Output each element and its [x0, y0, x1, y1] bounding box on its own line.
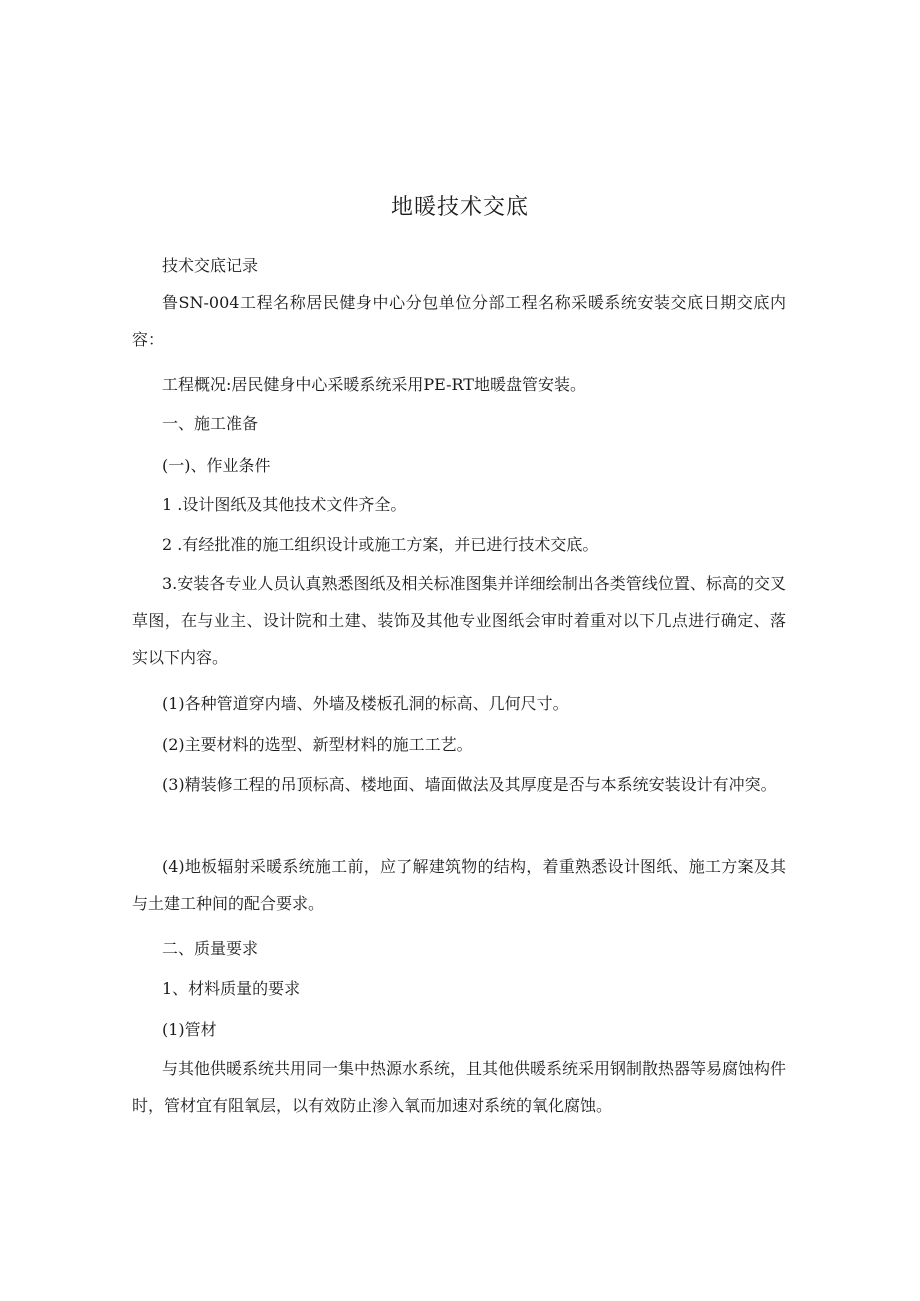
sub-item-3: (3)精装修工程的吊顶标高、楼地面、墙面做法及其厚度是否与本系统安装设计有冲突。: [162, 775, 777, 794]
sub-item-4: (4)地板辐射采暖系统施工前，应了解建筑物的结构，着重熟悉设计图纸、施工方案及其与土建工种间的配合要求。: [132, 857, 786, 913]
section-heading-quality: 二、质量要求: [162, 939, 259, 958]
paragraph-pipe-requirements: 与其他供暖系统共用同一集中热源水系统，且其他供暖系统采用钢制散热器等易腐蚀构件时，管材宜有阻氧层，以有效防止渗入氧而加速对系统的氧化腐蚀。: [132, 1059, 787, 1115]
subsection-heading-conditions: (一)、作业条件: [162, 456, 271, 475]
section-heading-preparation: 一、施工准备: [162, 414, 259, 433]
paragraph-project-info: 鲁SN-004工程名称居民健身中心分包单位分部工程名称采暖系统安装交底日期交底内容：: [132, 293, 786, 349]
paragraph-record-heading: 技术交底记录: [162, 256, 259, 275]
sub-item-1: (1)各种管道穿内墙、外墙及楼板孔洞的标高、几何尺寸。: [162, 694, 569, 713]
sub-item-2: (2)主要材料的选型、新型材料的施工工艺。: [162, 735, 473, 754]
subsection-heading-materials: 1、材料质量的要求: [162, 979, 301, 998]
subsection-heading-pipes: (1)管材: [162, 1020, 217, 1039]
paragraph-project-overview: 工程概况:居民健身中心采暖系统采用PE-RT地暖盘管安装。: [162, 375, 586, 394]
document-title: 地暖技术交底: [390, 195, 529, 220]
list-item-3: 3.安装各专业人员认真熟悉图纸及相关标准图集并详细绘制出各类管线位置、标高的交叉草图，在与业主、设计院和土建、装饰及其他专业图纸会审时着重对以下几点进行确定、落实以下内容。: [132, 574, 786, 667]
list-item-2: 2 .有经批准的施工组织设计或施工方案，并已进行技术交底。: [162, 535, 599, 554]
list-item-1: 1 .设计图纸及其他技术文件齐全。: [162, 495, 407, 514]
